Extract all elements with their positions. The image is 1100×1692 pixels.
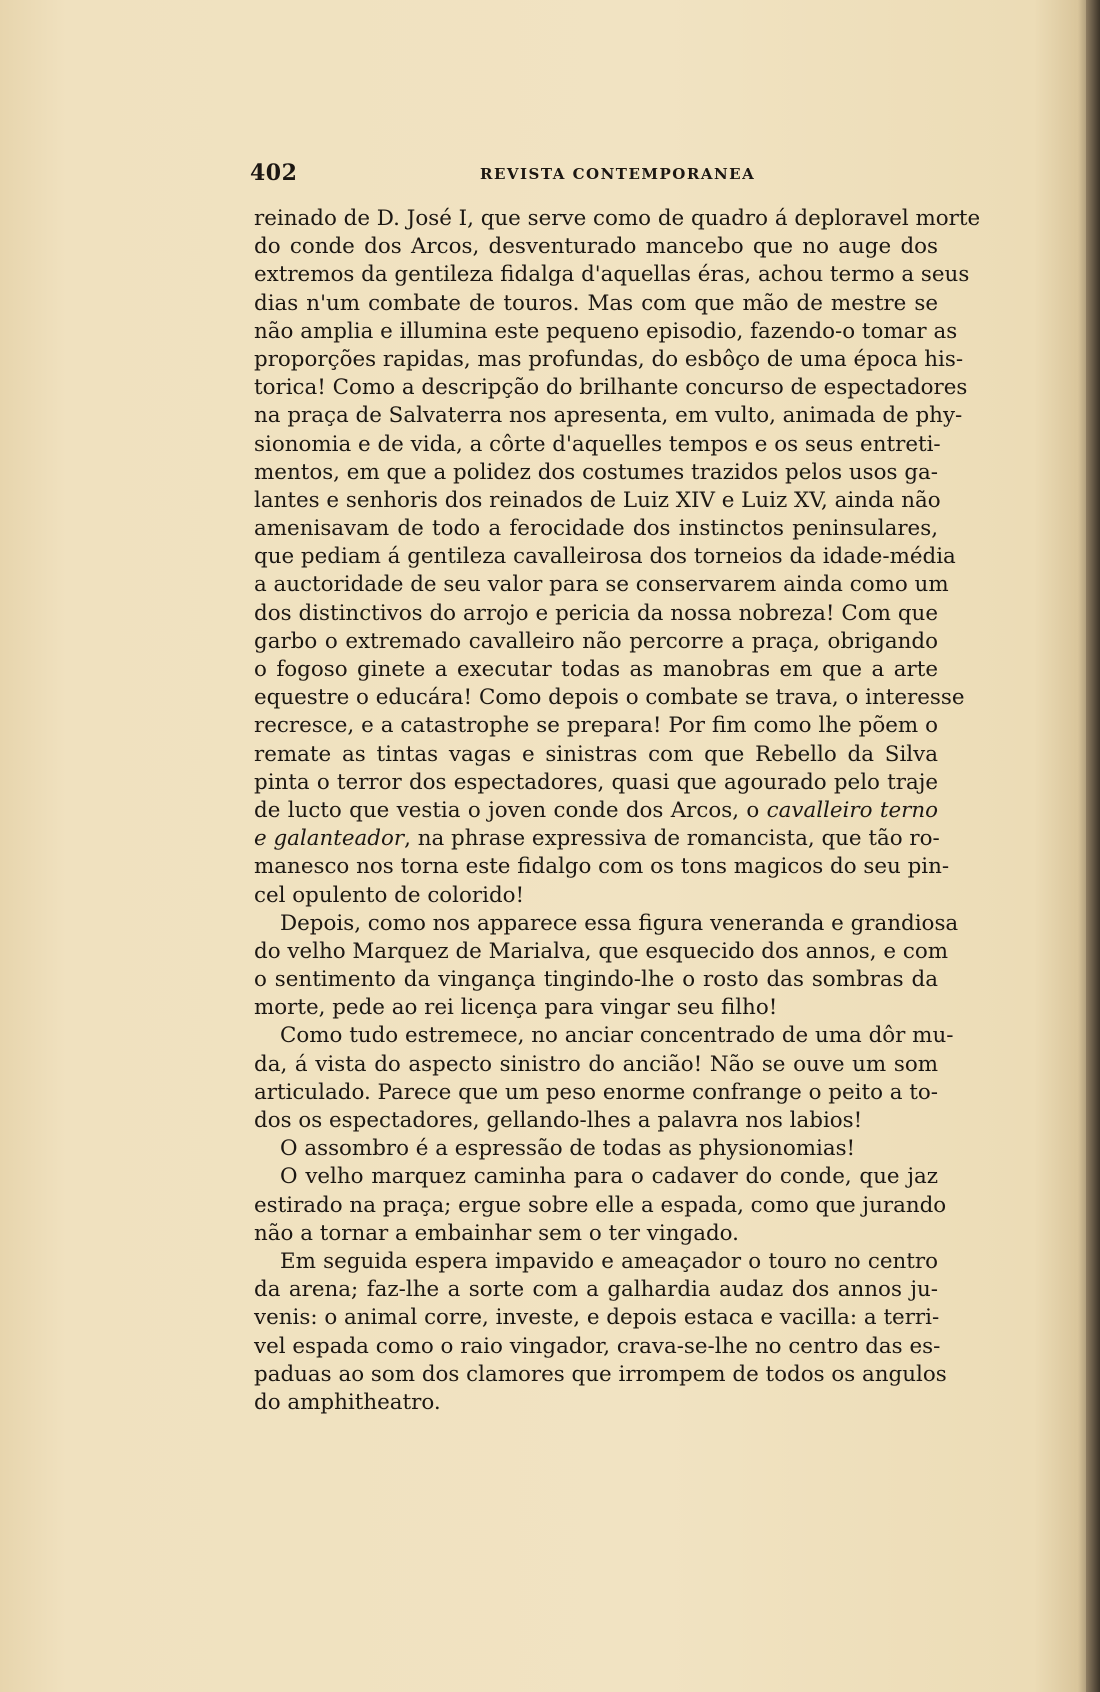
text-line: articulado. Parece que um peso enorme confrange o peito a to- bbox=[254, 1079, 938, 1105]
text-line: da arena; faz-lhe a sorte com a galhardia audaz dos annos ju- bbox=[254, 1277, 938, 1303]
text-line: o fogoso ginete a executar todas as manobras em que a arte bbox=[254, 657, 938, 682]
text-line bbox=[254, 825, 938, 853]
text-line: do conde dos Arcos, desventurado mancebo que no auge dos bbox=[254, 234, 938, 260]
text-line: Como tudo estremece, no anciar concentrado de uma dôr mu- bbox=[280, 1023, 954, 1049]
text-line: o sentimento da vingança tingindo-lhe o rosto das sombras da bbox=[254, 967, 938, 993]
italic-phrase: e galanteador bbox=[254, 826, 405, 852]
text-line: Em seguida espera impavido e ameaçador o touro no centro bbox=[280, 1248, 938, 1274]
text-line: não amplia e illumina este pequeno episodio, fazendo-o tomar as bbox=[254, 318, 958, 344]
text-line: torica! Como a descripção do brilhante concurso de espectadores bbox=[254, 375, 968, 401]
text-segment: , na phrase expressiva de romancista, que tão ro- bbox=[404, 826, 940, 852]
text-line: do velho Marquez de Marialva, que esquecido dos annos, e com bbox=[254, 938, 948, 964]
text-line: equestre o educára! Como depois o combate se trava, o interesse bbox=[254, 685, 965, 711]
running-title: REVISTA CONTEMPORANEA bbox=[480, 165, 756, 183]
text-line: reinado de D. José I, que serve como de quadro á deploravel morte bbox=[254, 206, 981, 231]
text-line: não a tornar a embainhar sem o ter vingado. bbox=[254, 1220, 739, 1246]
text-line: amenisavam de todo a ferocidade dos instinctos peninsulares, bbox=[254, 516, 938, 542]
page-number: 402 bbox=[250, 160, 298, 186]
text-line: remate as tintas vagas e sinistras com que Rebello da Silva bbox=[254, 741, 938, 767]
text-line: proporções rapidas, mas profundas, do esbôço de uma época his- bbox=[254, 346, 964, 372]
text-line: pinta o terror dos espectadores, quasi que agourado pelo traje bbox=[254, 769, 938, 795]
text-line: Depois, como nos apparece essa figura veneranda e grandiosa bbox=[280, 910, 959, 936]
text-line: dos os espectadores, gellando-lhes a palavra nos labios! bbox=[254, 1108, 863, 1133]
text-line: do amphitheatro. bbox=[254, 1389, 441, 1415]
text-line: paduas ao som dos clamores que irrompem de todos os angulos bbox=[254, 1361, 947, 1387]
text-line: vel espada como o raio vingador, crava-se-lhe no centro das es- bbox=[254, 1333, 941, 1359]
text-line: estirado na praça; ergue sobre elle a espada, como que jurando bbox=[254, 1192, 947, 1218]
text-line: recresce, e a catastrophe se prepara! Por fim como lhe põem o bbox=[254, 713, 938, 739]
text-line: a auctoridade de seu valor para se conservarem ainda como um bbox=[254, 572, 949, 598]
text-line: O velho marquez caminha para o cadaver do conde, que jaz bbox=[280, 1164, 938, 1190]
text-line: lantes e senhoris dos reinados de Luiz XIV e Luiz XV, ainda não bbox=[254, 487, 941, 513]
page-header bbox=[250, 160, 940, 190]
text-line: venis: o animal corre, investe, e depois estaca e vacilla: a terri- bbox=[254, 1305, 940, 1331]
text-line: extremos da gentileza fidalga d'aquellas éras, achou termo a seus bbox=[254, 262, 970, 288]
text-line: sionomia e de vida, a côrte d'aquelles tempos e os seus entreti- bbox=[254, 431, 941, 457]
text-line: morte, pede ao rei licença para vingar seu filho! bbox=[254, 995, 778, 1021]
text-line: da, á vista do aspecto sinistro do ancião! Não se ouve um som bbox=[254, 1051, 938, 1077]
text-segment: de lucto que vestia o joven conde dos Arcos, o bbox=[254, 797, 760, 823]
text-line: O assombro é a espressão de todas as physionomias! bbox=[280, 1136, 856, 1162]
text-line: dos distinctivos do arrojo e pericia da nossa nobreza! Com que bbox=[254, 600, 938, 626]
text-line bbox=[254, 797, 938, 825]
text-line: que pediam á gentileza cavalleirosa dos torneios da idade-média bbox=[254, 544, 956, 570]
text-line: garbo o extremado cavalleiro não percorre a praça, obrigando bbox=[254, 628, 938, 654]
text-line: manesco nos torna este fidalgo com os tons magicos do seu pin- bbox=[254, 854, 950, 880]
text-line: cel opulento de colorido! bbox=[254, 882, 525, 908]
text-line: dias n'um combate de touros. Mas com que mão de mestre se bbox=[254, 290, 938, 316]
text-line: mentos, em que a polidez dos costumes trazidos pelos usos ga- bbox=[254, 459, 938, 485]
body-text bbox=[254, 205, 981, 1417]
italic-phrase: cavalleiro terno bbox=[766, 797, 938, 823]
page-edge-shadow bbox=[1086, 0, 1100, 1692]
text-line: na praça de Salvaterra nos apresenta, em vulto, animada de phy- bbox=[254, 403, 963, 429]
